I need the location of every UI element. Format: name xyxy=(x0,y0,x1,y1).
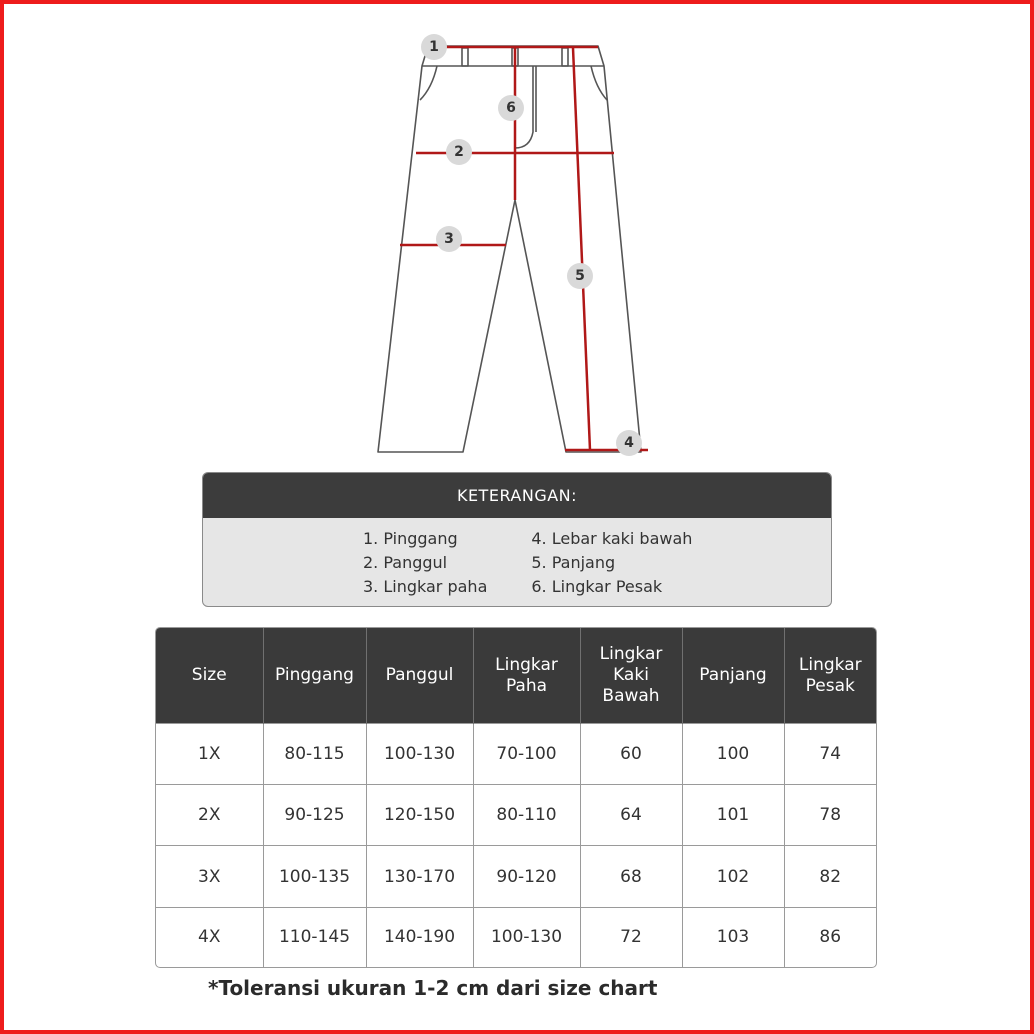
table-cell: 102 xyxy=(682,846,784,907)
table-cell: 82 xyxy=(784,846,876,907)
svg-text:3: 3 xyxy=(444,231,454,247)
table-cell: 80-115 xyxy=(263,724,366,785)
header-panggul: Panggul xyxy=(366,628,473,724)
svg-text:2: 2 xyxy=(454,144,464,160)
header-panjang: Panjang xyxy=(682,628,784,724)
table-cell: 68 xyxy=(580,846,682,907)
table-cell: 90-120 xyxy=(473,846,580,907)
svg-text:5: 5 xyxy=(575,268,585,284)
legend-box xyxy=(202,472,832,607)
table-cell: 130-170 xyxy=(366,846,473,907)
table-cell: 100 xyxy=(682,724,784,785)
table-header-row xyxy=(156,628,876,724)
marker-5 xyxy=(567,263,593,289)
table-row xyxy=(156,785,876,846)
header-pinggang: Pinggang xyxy=(263,628,366,724)
legend-item: 4. Lebar kaki bawah xyxy=(531,529,693,548)
legend-items xyxy=(363,527,692,599)
table-cell: 90-125 xyxy=(263,785,366,846)
table-cell: 72 xyxy=(580,907,682,967)
table-cell: 103 xyxy=(682,907,784,967)
table-cell: 78 xyxy=(784,785,876,846)
marker-3 xyxy=(436,226,462,252)
header-lingkar-pesak: Lingkar Pesak xyxy=(784,628,876,724)
table-cell: 70-100 xyxy=(473,724,580,785)
header-lingkar-paha: Lingkar Paha xyxy=(473,628,580,724)
header-lingkar-kaki-bawah: Lingkar Kaki Bawah xyxy=(580,628,682,724)
tolerance-note: *Toleransi ukuran 1-2 cm dari size chart xyxy=(208,976,658,1000)
legend-item: 2. Panggul xyxy=(363,553,448,572)
marker-2 xyxy=(446,139,472,165)
svg-text:4: 4 xyxy=(624,435,634,451)
legend-item: 6. Lingkar Pesak xyxy=(531,577,663,596)
table-cell: 86 xyxy=(784,907,876,967)
legend-column-1 xyxy=(363,527,487,599)
table-cell: 1X xyxy=(156,724,263,785)
size-chart-table xyxy=(155,627,877,968)
table-row xyxy=(156,907,876,967)
marker-1 xyxy=(421,34,447,60)
table-row xyxy=(156,724,876,785)
table-cell: 140-190 xyxy=(366,907,473,967)
legend-item: 3. Lingkar paha xyxy=(363,577,488,596)
table-cell: 4X xyxy=(156,907,263,967)
table-cell: 100-130 xyxy=(473,907,580,967)
svg-text:1: 1 xyxy=(429,39,439,55)
table-cell: 120-150 xyxy=(366,785,473,846)
table-row xyxy=(156,846,876,907)
svg-text:6: 6 xyxy=(506,100,516,116)
table-cell: 60 xyxy=(580,724,682,785)
header-size: Size xyxy=(156,628,263,724)
marker-6 xyxy=(498,95,524,121)
legend-item: 1. Pinggang xyxy=(363,529,458,548)
table-cell: 3X xyxy=(156,846,263,907)
table-cell: 110-145 xyxy=(263,907,366,967)
pants-measurement-diagram xyxy=(0,0,1034,470)
table-cell: 101 xyxy=(682,785,784,846)
legend-column-2 xyxy=(531,527,692,599)
legend-title: KETERANGAN: xyxy=(203,473,831,518)
table-cell: 2X xyxy=(156,785,263,846)
table-cell: 74 xyxy=(784,724,876,785)
table-cell: 100-135 xyxy=(263,846,366,907)
marker-4 xyxy=(616,430,642,456)
table-cell: 64 xyxy=(580,785,682,846)
table-cell: 80-110 xyxy=(473,785,580,846)
legend-item: 5. Panjang xyxy=(531,553,616,572)
table-cell: 100-130 xyxy=(366,724,473,785)
